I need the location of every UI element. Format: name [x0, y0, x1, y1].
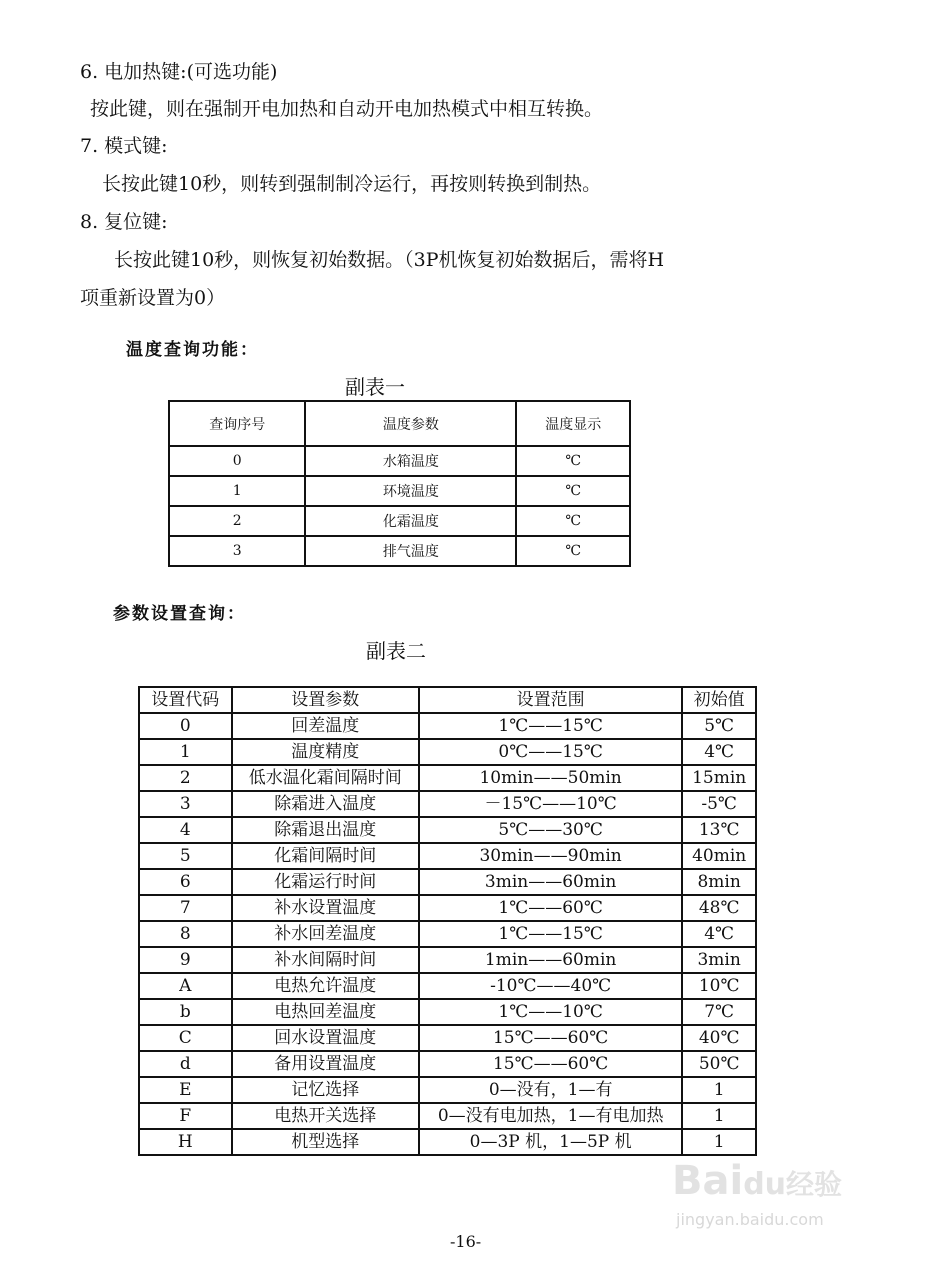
table-cell: 2 — [139, 765, 232, 791]
table-cell: d — [139, 1051, 232, 1077]
table-cell: 5 — [139, 843, 232, 869]
table-cell: 4℃ — [682, 739, 756, 765]
parameter-settings-table — [138, 686, 757, 1156]
table-cell: 回水设置温度 — [232, 1025, 419, 1051]
table-cell: 0 — [139, 713, 232, 739]
table-cell: 化霜温度 — [305, 506, 516, 536]
paragraph: 6. 电加热键:(可选功能) — [80, 61, 278, 83]
table-cell: 10℃ — [682, 973, 756, 999]
table-row — [139, 1077, 756, 1103]
table-cell: 0—没有，1—有 — [419, 1077, 682, 1103]
table-cell: 补水间隔时间 — [232, 947, 419, 973]
table-cell: ℃ — [516, 476, 630, 506]
table-row — [169, 446, 630, 476]
table-row — [139, 973, 756, 999]
paragraph: 按此键，则在强制开电加热和自动开电加热模式中相互转换。 — [90, 98, 604, 120]
table-cell: 1 — [682, 1129, 756, 1155]
table-cell: 1 — [139, 739, 232, 765]
table-row — [139, 895, 756, 921]
table-cell: 0℃——15℃ — [419, 739, 682, 765]
table-cell: 9 — [139, 947, 232, 973]
table-row — [139, 1051, 756, 1077]
table-cell: ℃ — [516, 536, 630, 566]
header-cell: 温度显示 — [516, 401, 630, 446]
table-cell: 补水设置温度 — [232, 895, 419, 921]
table-row — [139, 1025, 756, 1051]
header-cell: 设置参数 — [232, 687, 419, 713]
table-cell: 1min——60min — [419, 947, 682, 973]
table-cell: 0 — [169, 446, 305, 476]
table-cell: 电热开关选择 — [232, 1103, 419, 1129]
table-cell: 5℃ — [682, 713, 756, 739]
table-cell: 48℃ — [682, 895, 756, 921]
table-cell: 7℃ — [682, 999, 756, 1025]
table-cell: 1 — [169, 476, 305, 506]
table-row — [139, 765, 756, 791]
table-row — [139, 999, 756, 1025]
table-cell: 水箱温度 — [305, 446, 516, 476]
table-cell: -10℃——40℃ — [419, 973, 682, 999]
table-cell: 50℃ — [682, 1051, 756, 1077]
table-cell: 4 — [139, 817, 232, 843]
table-cell: 10min——50min — [419, 765, 682, 791]
table-cell: 温度精度 — [232, 739, 419, 765]
table-cell: 环境温度 — [305, 476, 516, 506]
table-cell: b — [139, 999, 232, 1025]
table-cell: 15min — [682, 765, 756, 791]
table-row — [169, 536, 630, 566]
table-cell: 5℃——30℃ — [419, 817, 682, 843]
table-cell: －15℃——10℃ — [419, 791, 682, 817]
table-cell: 排气温度 — [305, 536, 516, 566]
table-cell: 40℃ — [682, 1025, 756, 1051]
table-cell: 0—没有电加热，1—有电加热 — [419, 1103, 682, 1129]
header-cell: 温度参数 — [305, 401, 516, 446]
table-cell: 低水温化霜间隔时间 — [232, 765, 419, 791]
table-cell: ℃ — [516, 446, 630, 476]
table-cell: -5℃ — [682, 791, 756, 817]
table-cell: C — [139, 1025, 232, 1051]
table-cell: 电热回差温度 — [232, 999, 419, 1025]
table-cell: 4℃ — [682, 921, 756, 947]
table-cell: ℃ — [516, 506, 630, 536]
table-row — [139, 817, 756, 843]
table-cell: 化霜间隔时间 — [232, 843, 419, 869]
table-header-row — [139, 687, 756, 713]
paragraph: 7. 模式键: — [80, 135, 168, 157]
temperature-query-table — [168, 400, 631, 567]
table-row — [139, 713, 756, 739]
table-cell: 化霜运行时间 — [232, 869, 419, 895]
table-cell: 除霜退出温度 — [232, 817, 419, 843]
table-row — [169, 506, 630, 536]
header-cell: 初始值 — [682, 687, 756, 713]
table-cell: 8min — [682, 869, 756, 895]
paragraph: 长按此键10秒，则恢复初始数据。（3P机恢复初始数据后，需将H — [114, 249, 665, 271]
table-cell: 6 — [139, 869, 232, 895]
paragraph: 项重新设置为0） — [80, 287, 226, 309]
table-row — [139, 1103, 756, 1129]
table-cell: 补水回差温度 — [232, 921, 419, 947]
watermark-logo: Baidu经验 — [672, 1158, 843, 1204]
table-cell: 1 — [682, 1103, 756, 1129]
table-row — [139, 947, 756, 973]
table-row — [139, 1129, 756, 1155]
table-cell: 1 — [682, 1077, 756, 1103]
table-cell: 3min——60min — [419, 869, 682, 895]
table-cell: F — [139, 1103, 232, 1129]
table-cell: 0—3P 机，1—5P 机 — [419, 1129, 682, 1155]
table-row — [169, 476, 630, 506]
table-row — [139, 739, 756, 765]
table-cell: 40min — [682, 843, 756, 869]
table-cell: 30min——90min — [419, 843, 682, 869]
watermark-url: jingyan.baidu.com — [676, 1210, 824, 1229]
table-cell: 8 — [139, 921, 232, 947]
table-cell: 电热允许温度 — [232, 973, 419, 999]
table-row — [139, 921, 756, 947]
header-cell: 查询序号 — [169, 401, 305, 446]
table-cell: 15℃——60℃ — [419, 1025, 682, 1051]
section-heading: 参数设置查询： — [113, 604, 246, 624]
section-heading: 温度查询功能： — [126, 340, 259, 360]
table-cell: 3 — [139, 791, 232, 817]
table-cell: A — [139, 973, 232, 999]
table-cell: 1℃——15℃ — [419, 921, 682, 947]
table-cell: 备用设置温度 — [232, 1051, 419, 1077]
table-cell: E — [139, 1077, 232, 1103]
page-number: -16- — [450, 1232, 482, 1251]
table-cell: 3 — [169, 536, 305, 566]
paragraph: 8. 复位键: — [80, 211, 168, 233]
table-caption: 副表二 — [366, 639, 426, 663]
table-cell: 3min — [682, 947, 756, 973]
table-row — [139, 869, 756, 895]
table-row — [139, 843, 756, 869]
table-cell: 15℃——60℃ — [419, 1051, 682, 1077]
table-cell: 7 — [139, 895, 232, 921]
header-cell: 设置代码 — [139, 687, 232, 713]
table-cell: 1℃——10℃ — [419, 999, 682, 1025]
table-cell: 记忆选择 — [232, 1077, 419, 1103]
paragraph: 长按此键10秒，则转到强制制冷运行，再按则转换到制热。 — [102, 173, 602, 195]
table-cell: H — [139, 1129, 232, 1155]
table-caption: 副表一 — [345, 375, 405, 399]
table-cell: 13℃ — [682, 817, 756, 843]
table-cell: 1℃——60℃ — [419, 895, 682, 921]
table-header-row — [169, 401, 630, 446]
table-row — [139, 791, 756, 817]
table-cell: 1℃——15℃ — [419, 713, 682, 739]
header-cell: 设置范围 — [419, 687, 682, 713]
table-cell: 2 — [169, 506, 305, 536]
table-cell: 除霜进入温度 — [232, 791, 419, 817]
table-cell: 机型选择 — [232, 1129, 419, 1155]
table-cell: 回差温度 — [232, 713, 419, 739]
